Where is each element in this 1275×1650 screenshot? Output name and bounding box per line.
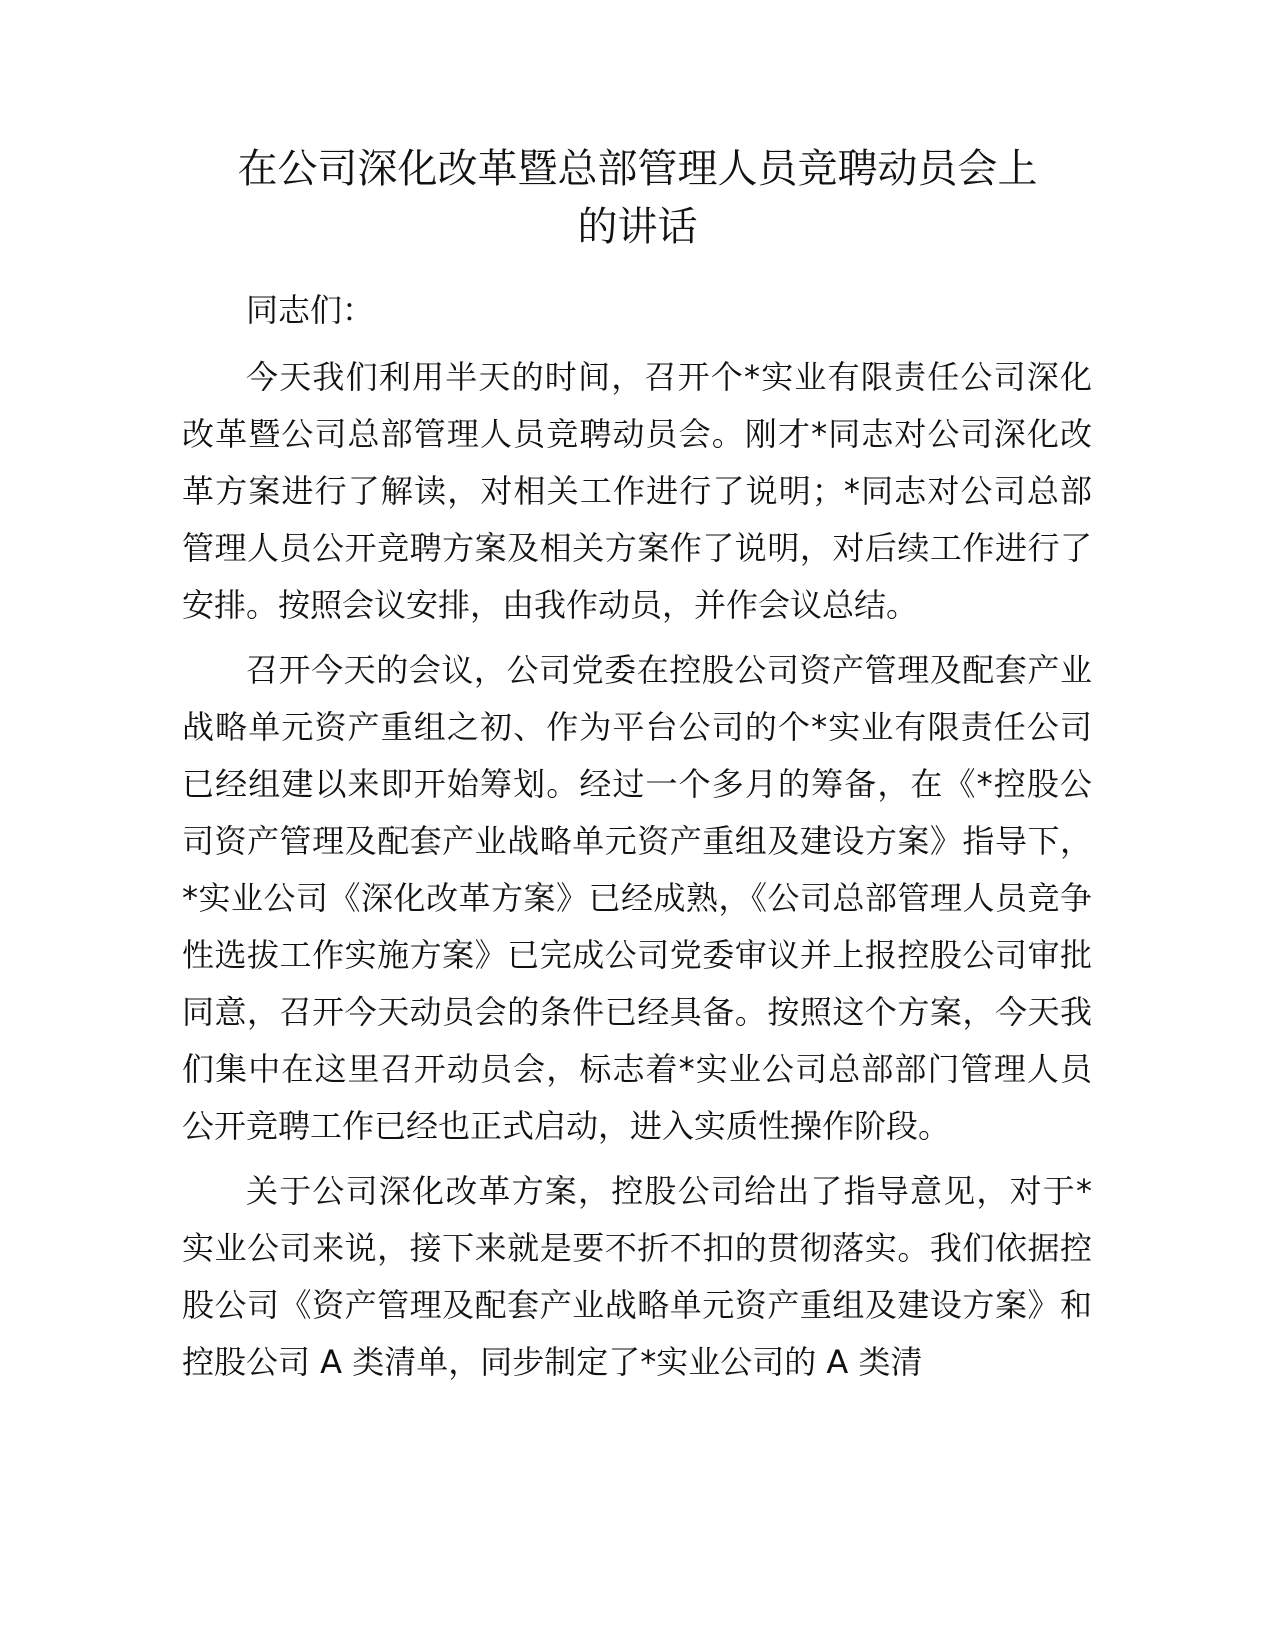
document-title <box>180 140 1095 256</box>
paragraph-3: 关于公司深化改革方案，控股公司给出了指导意见，对于*实业公司来说，接下来就是要不折不扣的贯彻落实。我们依据控股公司《资产管理及配套产业战略单元资产重组及建设方案》和控股公司 A 类清单，同步制定了*实业公司的 A 类清 <box>182 1172 1092 1381</box>
paragraph-2: 召开今天的会议，公司党委在控股公司资产管理及配套产业战略单元资产重组之初、作为平台公司的个*实业有限责任公司已经组建以来即开始筹划。经过一个多月的筹备，在《*控股公司资产管理及配套产业战略单元资产重组及建设方案》指导下，*实业公司《深化改革方案》已经成熟，《公司总部管理人员竞争性选拔工作实施方案》已完成公司党委审议并上报控股公司审批同意，召开今天动员会的条件已经具备。按照这个方案，今天我们集中在这里召开动员会，标志着*实业公司总部部门管理人员公开竞聘工作已经也正式启动，进入实质性操作阶段。 <box>182 651 1092 1145</box>
salutation: 同志们： <box>246 291 375 329</box>
document-body <box>182 282 1092 1391</box>
title-line-2: 的讲话 <box>577 204 698 250</box>
title-line-1: 在公司深化改革暨总部管理人员竞聘动员会上 <box>237 146 1038 192</box>
paragraph-1: 今天我们利用半天的时间，召开个*实业有限责任公司深化改革暨公司总部管理人员竞聘动员会。刚才*同志对公司深化改革方案进行了解读，对相关工作进行了说明；*同志对公司总部管理人员公开竞聘方案及相关方案作了说明，对后续工作进行了安排。按照会议安排，由我作动员，并作会议总结。 <box>182 358 1092 624</box>
